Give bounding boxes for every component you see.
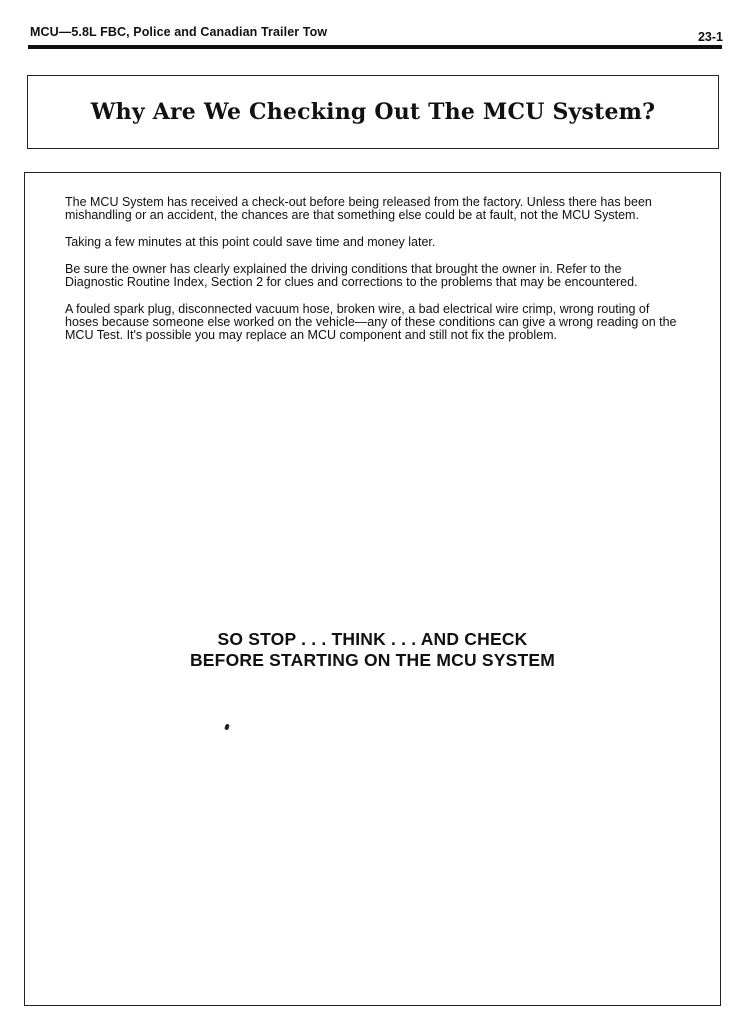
body-text [65,196,677,356]
conclusion-line-2: BEFORE STARTING ON THE MCU SYSTEM [189,650,556,670]
section-title: Why Are We Checking Out The MCU System? [90,99,656,125]
paragraph-save-time: Taking a few minutes at this point could save time and money later. [65,235,436,249]
page-number: 23-1 [697,30,723,44]
conclusion-callout [25,629,720,671]
paragraph-common-faults: A fouled spark plug, disconnected vacuum hose, broken wire, a bad electrical wire crimp, wrong routing of hoses because someone else worked on the vehicle—any of these conditions can give a wrong reading on the MCU Test. It's possible you may replace an MCU component and still not fix the problem. [65,302,677,342]
content-box [24,172,721,1006]
stray-ink-mark [224,724,230,731]
running-header-title: MCU—5.8L FBC, Police and Canadian Trailer Tow [30,25,328,39]
conclusion-line-1: SO STOP . . . THINK . . . AND CHECK [217,629,528,649]
paragraph-factory-checkout: The MCU System has received a check-out before being released from the factory. Unless there has been mishandling or an accident, the chances are that something else could be at fault, not the MCU System. [65,195,652,222]
section-title-box [27,75,719,149]
paragraph-driving-conditions: Be sure the owner has clearly explained the driving conditions that brought the owner in. Refer to the Diagnostic Routine Index, Section 2 for clues and corrections to the problems that may be encountered. [65,262,638,289]
header-rule [28,45,722,49]
